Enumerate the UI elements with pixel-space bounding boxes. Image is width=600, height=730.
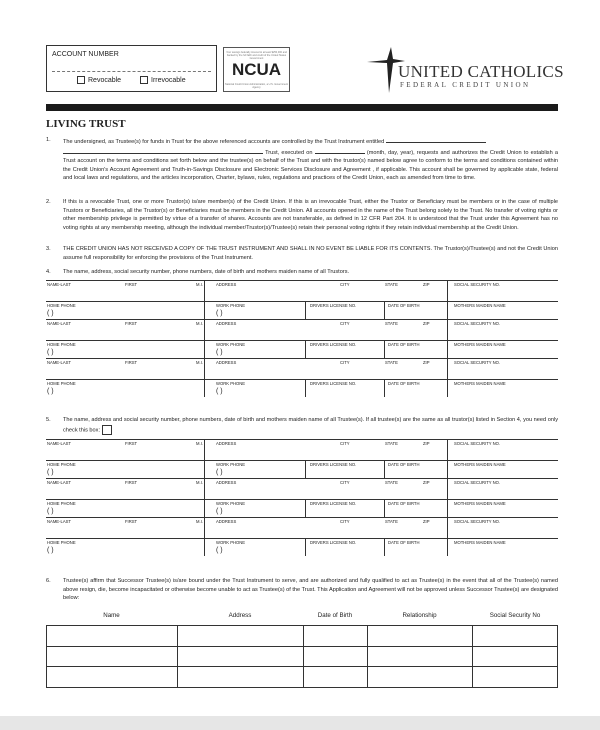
column-line: [204, 319, 205, 358]
row-line: [46, 379, 558, 380]
column-line: [204, 517, 205, 556]
column-line: [384, 460, 385, 478]
row-line: [46, 460, 558, 461]
column-line: [447, 358, 448, 397]
irrevocable-label: Irrevocable: [151, 76, 186, 84]
field-label-work-phone: WORK PHONE: [216, 381, 246, 386]
column-line: [384, 379, 385, 397]
column-line: [384, 538, 385, 556]
account-number-label: ACCOUNT NUMBER: [52, 51, 119, 58]
revocable-checkbox[interactable]: [77, 76, 121, 84]
successor-cell[interactable]: [178, 666, 304, 686]
field-label-mi: M.I.: [196, 321, 203, 326]
successor-cell[interactable]: [473, 666, 559, 686]
person-entry: [46, 358, 558, 397]
ncua-fine-print: Your savings federally insured to at least $250,000 and backed by the full faith and credit of the United States Government: [226, 51, 287, 60]
work-phone-field[interactable]: ( ): [216, 388, 223, 395]
field-label-mi: M.I.: [196, 282, 203, 287]
section-number: 3.: [46, 246, 51, 252]
field-label-dl: DRIVERS LICENSE NO.: [310, 342, 357, 347]
column-line: [305, 340, 306, 358]
row-line: [46, 358, 558, 359]
column-header: Address: [228, 612, 252, 619]
section-text: Trustee(s) affirm that Successor Trustee(s) is/are bound under the Trust Instrument to serve, and are authorized and fully qualified to act as Trustee(s) in the event that all of the Trustee(s) named above resign, die, become incapacitated or otherwise become unable to act as Trustee(s) of the Trust. This Application and Agreement will not be approved unless Successor Trustee(s) are designated below:: [63, 578, 558, 602]
divider-bar: [46, 104, 558, 111]
field-label-city: CITY: [340, 441, 350, 446]
column-line: [447, 517, 448, 556]
successor-cell[interactable]: [47, 626, 178, 646]
ncua-text: NCUA: [231, 60, 282, 79]
field-label-home-phone: HOME PHONE: [47, 540, 76, 545]
work-phone-field[interactable]: ( ): [216, 349, 223, 356]
field-label-home-phone: HOME PHONE: [47, 342, 76, 347]
section-5: [46, 416, 558, 435]
revocable-label: Revocable: [88, 76, 122, 84]
column-line: [204, 358, 205, 397]
field-label-mi: M.I.: [196, 441, 203, 446]
field-label-name-last: NAME-LAST: [47, 282, 71, 287]
field-label-dob: DATE OF BIRTH: [388, 501, 420, 506]
field-label-ssn: SOCIAL SECURITY NO.: [454, 519, 501, 524]
field-label-state: STATE: [385, 282, 398, 287]
field-label-dl: DRIVERS LICENSE NO.: [310, 462, 357, 467]
field-label-city: CITY: [340, 282, 350, 287]
field-label-zip: ZIP: [423, 441, 430, 446]
field-label-ssn: SOCIAL SECURITY NO.: [454, 441, 501, 446]
field-label-ssn: SOCIAL SECURITY NO.: [454, 321, 501, 326]
successor-cell[interactable]: [368, 626, 473, 646]
successor-cell[interactable]: [368, 646, 473, 666]
column-line: [384, 301, 385, 319]
successor-cell[interactable]: [47, 666, 178, 686]
checkbox-icon[interactable]: [140, 76, 148, 84]
field-label-zip: ZIP: [423, 519, 430, 524]
field-label-maiden: MOTHERS MAIDEN NAME: [454, 303, 506, 308]
column-line: [204, 439, 205, 478]
field-label-dl: DRIVERS LICENSE NO.: [310, 540, 357, 545]
field-label-first: FIRST: [125, 519, 138, 524]
column-header: Name: [103, 612, 120, 619]
field-label-address: ADDRESS: [216, 519, 237, 524]
home-phone-field[interactable]: ( ): [47, 310, 54, 317]
successor-cell[interactable]: [304, 626, 368, 646]
column-line: [305, 379, 306, 397]
successor-cell[interactable]: [368, 666, 473, 686]
field-label-state: STATE: [385, 441, 398, 446]
ncua-fine-print: National Credit Union Administration, a U.S. Government Agency: [225, 83, 288, 89]
home-phone-field[interactable]: ( ): [47, 547, 54, 554]
account-number-box: [46, 45, 217, 92]
field-label-city: CITY: [340, 321, 350, 326]
work-phone-field[interactable]: ( ): [216, 547, 223, 554]
field-label-state: STATE: [385, 360, 398, 365]
section-text: The name, address and social security number, phone numbers, date of birth and mothers maiden name of all Trustee(s). If all trustee(s) are the same as all trustor(s) listed in Section 4, you need only check this box:: [63, 417, 558, 434]
field-label-dl: DRIVERS LICENSE NO.: [310, 501, 357, 506]
column-line: [204, 478, 205, 517]
field-label-ssn: SOCIAL SECURITY NO.: [454, 480, 501, 485]
home-phone-field[interactable]: ( ): [47, 349, 54, 356]
field-label-zip: ZIP: [423, 360, 430, 365]
field-label-name-last: NAME-LAST: [47, 519, 71, 524]
trust-name-field[interactable]: [386, 136, 486, 143]
successor-grid: [46, 625, 558, 688]
person-entry: [46, 319, 558, 358]
field-label-city: CITY: [340, 519, 350, 524]
field-label-mi: M.I.: [196, 519, 203, 524]
column-header: Relationship: [402, 612, 437, 619]
row-line: [46, 517, 558, 518]
column-line: [384, 340, 385, 358]
row-line: [46, 340, 558, 341]
successor-cell[interactable]: [304, 646, 368, 666]
field-label-work-phone: WORK PHONE: [216, 342, 246, 347]
field-label-first: FIRST: [125, 441, 138, 446]
field-label-address: ADDRESS: [216, 480, 237, 485]
field-label-first: FIRST: [125, 480, 138, 485]
work-phone-field[interactable]: ( ): [216, 469, 223, 476]
home-phone-field[interactable]: ( ): [47, 469, 54, 476]
section-text: The name, address, social security number, phone numbers, date of birth and mothers maiden name of all Trustors.: [63, 269, 350, 275]
trust-name-field-2[interactable]: [63, 147, 263, 154]
logo-subtitle: FEDERAL CREDIT UNION: [400, 81, 531, 89]
work-phone-field[interactable]: ( ): [216, 508, 223, 515]
section-text: Trust, executed on: [265, 149, 313, 156]
field-label-dl: DRIVERS LICENSE NO.: [310, 381, 357, 386]
section-6: [46, 577, 558, 603]
field-label-city: CITY: [340, 480, 350, 485]
column-line: [447, 439, 448, 478]
field-label-dl: DRIVERS LICENSE NO.: [310, 303, 357, 308]
field-label-work-phone: WORK PHONE: [216, 303, 246, 308]
field-label-maiden: MOTHERS MAIDEN NAME: [454, 501, 506, 506]
row-line: [46, 478, 558, 479]
home-phone-field[interactable]: ( ): [47, 508, 54, 515]
person-entry: [46, 478, 558, 517]
field-label-dob: DATE OF BIRTH: [388, 540, 420, 545]
field-label-mi: M.I.: [196, 360, 203, 365]
field-label-maiden: MOTHERS MAIDEN NAME: [454, 462, 506, 467]
column-header: Social Security No: [489, 612, 541, 619]
field-label-dob: DATE OF BIRTH: [388, 303, 420, 308]
field-label-state: STATE: [385, 519, 398, 524]
section-1: [46, 136, 558, 183]
field-label-dob: DATE OF BIRTH: [388, 381, 420, 386]
section-number: 4.: [46, 269, 51, 275]
field-label-home-phone: HOME PHONE: [47, 501, 76, 506]
successor-cell[interactable]: [178, 626, 304, 646]
field-label-name-last: NAME-LAST: [47, 360, 71, 365]
successor-cell[interactable]: [473, 646, 559, 666]
field-label-zip: ZIP: [423, 282, 430, 287]
field-label-dob: DATE OF BIRTH: [388, 462, 420, 467]
section-number: 2.: [46, 199, 51, 205]
irrevocable-checkbox[interactable]: [140, 76, 186, 84]
field-label-first: FIRST: [125, 321, 138, 326]
field-label-ssn: SOCIAL SECURITY NO.: [454, 282, 501, 287]
field-label-state: STATE: [385, 480, 398, 485]
field-label-address: ADDRESS: [216, 282, 237, 287]
section-number: 1.: [46, 137, 51, 143]
section-2: [46, 198, 558, 232]
field-label-maiden: MOTHERS MAIDEN NAME: [454, 381, 506, 386]
section-4: [46, 268, 558, 277]
field-label-zip: ZIP: [423, 480, 430, 485]
section-3: [46, 245, 558, 262]
column-line: [305, 301, 306, 319]
page-bottom-edge: [0, 716, 600, 730]
field-label-maiden: MOTHERS MAIDEN NAME: [454, 540, 506, 545]
row-line: [46, 439, 558, 440]
field-label-city: CITY: [340, 360, 350, 365]
section-number: 5.: [46, 417, 51, 423]
field-label-work-phone: WORK PHONE: [216, 540, 246, 545]
section-number: 6.: [46, 578, 51, 584]
page-title: LIVING TRUST: [46, 118, 126, 130]
successor-cell[interactable]: [47, 646, 178, 666]
field-label-mi: M.I.: [196, 480, 203, 485]
field-label-dob: DATE OF BIRTH: [388, 342, 420, 347]
work-phone-field[interactable]: ( ): [216, 310, 223, 317]
section-text: The undersigned, as Trustee(s) for funds in Trust for the above referenced accounts are controlled by the Trust Instrument entitled: [63, 139, 385, 145]
field-label-name-last: NAME-LAST: [47, 321, 71, 326]
person-entry: [46, 280, 558, 319]
section-text: If this is a revocable Trust, one or more Trustor(s) is/are member(s) of the Credit Union. If this is an irrevocable Trust, either the Trustor or Beneficiary must be members or in the case of multiple Trustors or Beneficiaries, all the Trustor(s) or Beneficiaries must be members in the Credit Union. All accounts opened in the name of the Trust belong solely to the Trust. No transfer of voting rights or other membership privilege is permitted by virtue of a transfer of shares. Accounts are not transferable, as defined in 12 CFR Part 204. It is understood that the Trust under this Agreement has no voting rights at any membership meeting, although the individual member/Trustor(s)/Trustee(s) retain their personal voting rights if they retain individual membership at the Credit Union.: [63, 199, 558, 231]
field-label-home-phone: HOME PHONE: [47, 462, 76, 467]
field-label-first: FIRST: [125, 360, 138, 365]
row-line: [46, 499, 558, 500]
successor-cell[interactable]: [304, 666, 368, 686]
section-text: THE CREDIT UNION HAS NOT RECEIVED A COPY OF THE TRUST INSTRUMENT AND SHALL IN NO EVENT BE LIABLE FOR ITS CONTENTS. The Trustor(s)/Trustee(s) and not the Credit Union assume full responsibility for enforcing the provisions of the Trust Instrument.: [63, 246, 558, 261]
column-line: [447, 478, 448, 517]
field-label-home-phone: HOME PHONE: [47, 381, 76, 386]
ncua-insurance-logo: [223, 47, 290, 92]
column-line: [305, 538, 306, 556]
checkbox-icon[interactable]: [77, 76, 85, 84]
field-label-work-phone: WORK PHONE: [216, 501, 246, 506]
row-line: [46, 319, 558, 320]
logo-name: UNITED CATHOLICS: [398, 62, 564, 81]
home-phone-field[interactable]: ( ): [47, 388, 54, 395]
successor-cell[interactable]: [473, 626, 559, 646]
field-label-zip: ZIP: [423, 321, 430, 326]
section-text: (month, day, year), requests and authorizes the Credit Union to establish a Trust account on the terms and conditions set forth below and the trustee(s) on behalf of the Trust and with the trustor(s) named below agree to conform to the terms and conditions contained within the Credit Union's Account Agreement and Truth-in-Savings Disclosure and Electronic Services Disclosure and Agreement , if applicable. This account shall be governed by applicable state, federal and local laws and regulations, and the articles incorporation, Charter, bylaws, rules, regulations and practices of the Credit Union, each as amended from time to time.: [63, 149, 559, 182]
row-line: [46, 280, 558, 281]
field-label-maiden: MOTHERS MAIDEN NAME: [454, 342, 506, 347]
row-line: [46, 538, 558, 539]
person-entry: [46, 517, 558, 556]
account-number-field[interactable]: [52, 71, 211, 72]
column-line: [447, 280, 448, 319]
field-label-work-phone: WORK PHONE: [216, 462, 246, 467]
column-line: [305, 460, 306, 478]
field-label-address: ADDRESS: [216, 360, 237, 365]
field-label-first: FIRST: [125, 282, 138, 287]
united-catholics-logo: [365, 45, 565, 95]
field-label-address: ADDRESS: [216, 321, 237, 326]
person-entry: [46, 439, 558, 478]
field-label-address: ADDRESS: [216, 441, 237, 446]
column-header: Date of Birth: [317, 612, 353, 619]
field-label-ssn: SOCIAL SECURITY NO.: [454, 360, 501, 365]
column-line: [447, 319, 448, 358]
column-line: [204, 280, 205, 319]
field-label-name-last: NAME-LAST: [47, 441, 71, 446]
field-label-name-last: NAME-LAST: [47, 480, 71, 485]
column-line: [384, 499, 385, 517]
column-line: [305, 499, 306, 517]
successor-cell[interactable]: [178, 646, 304, 666]
row-line: [46, 301, 558, 302]
field-label-home-phone: HOME PHONE: [47, 303, 76, 308]
execution-date-field[interactable]: [315, 147, 365, 154]
field-label-state: STATE: [385, 321, 398, 326]
same-as-trustors-checkbox[interactable]: [102, 425, 112, 435]
